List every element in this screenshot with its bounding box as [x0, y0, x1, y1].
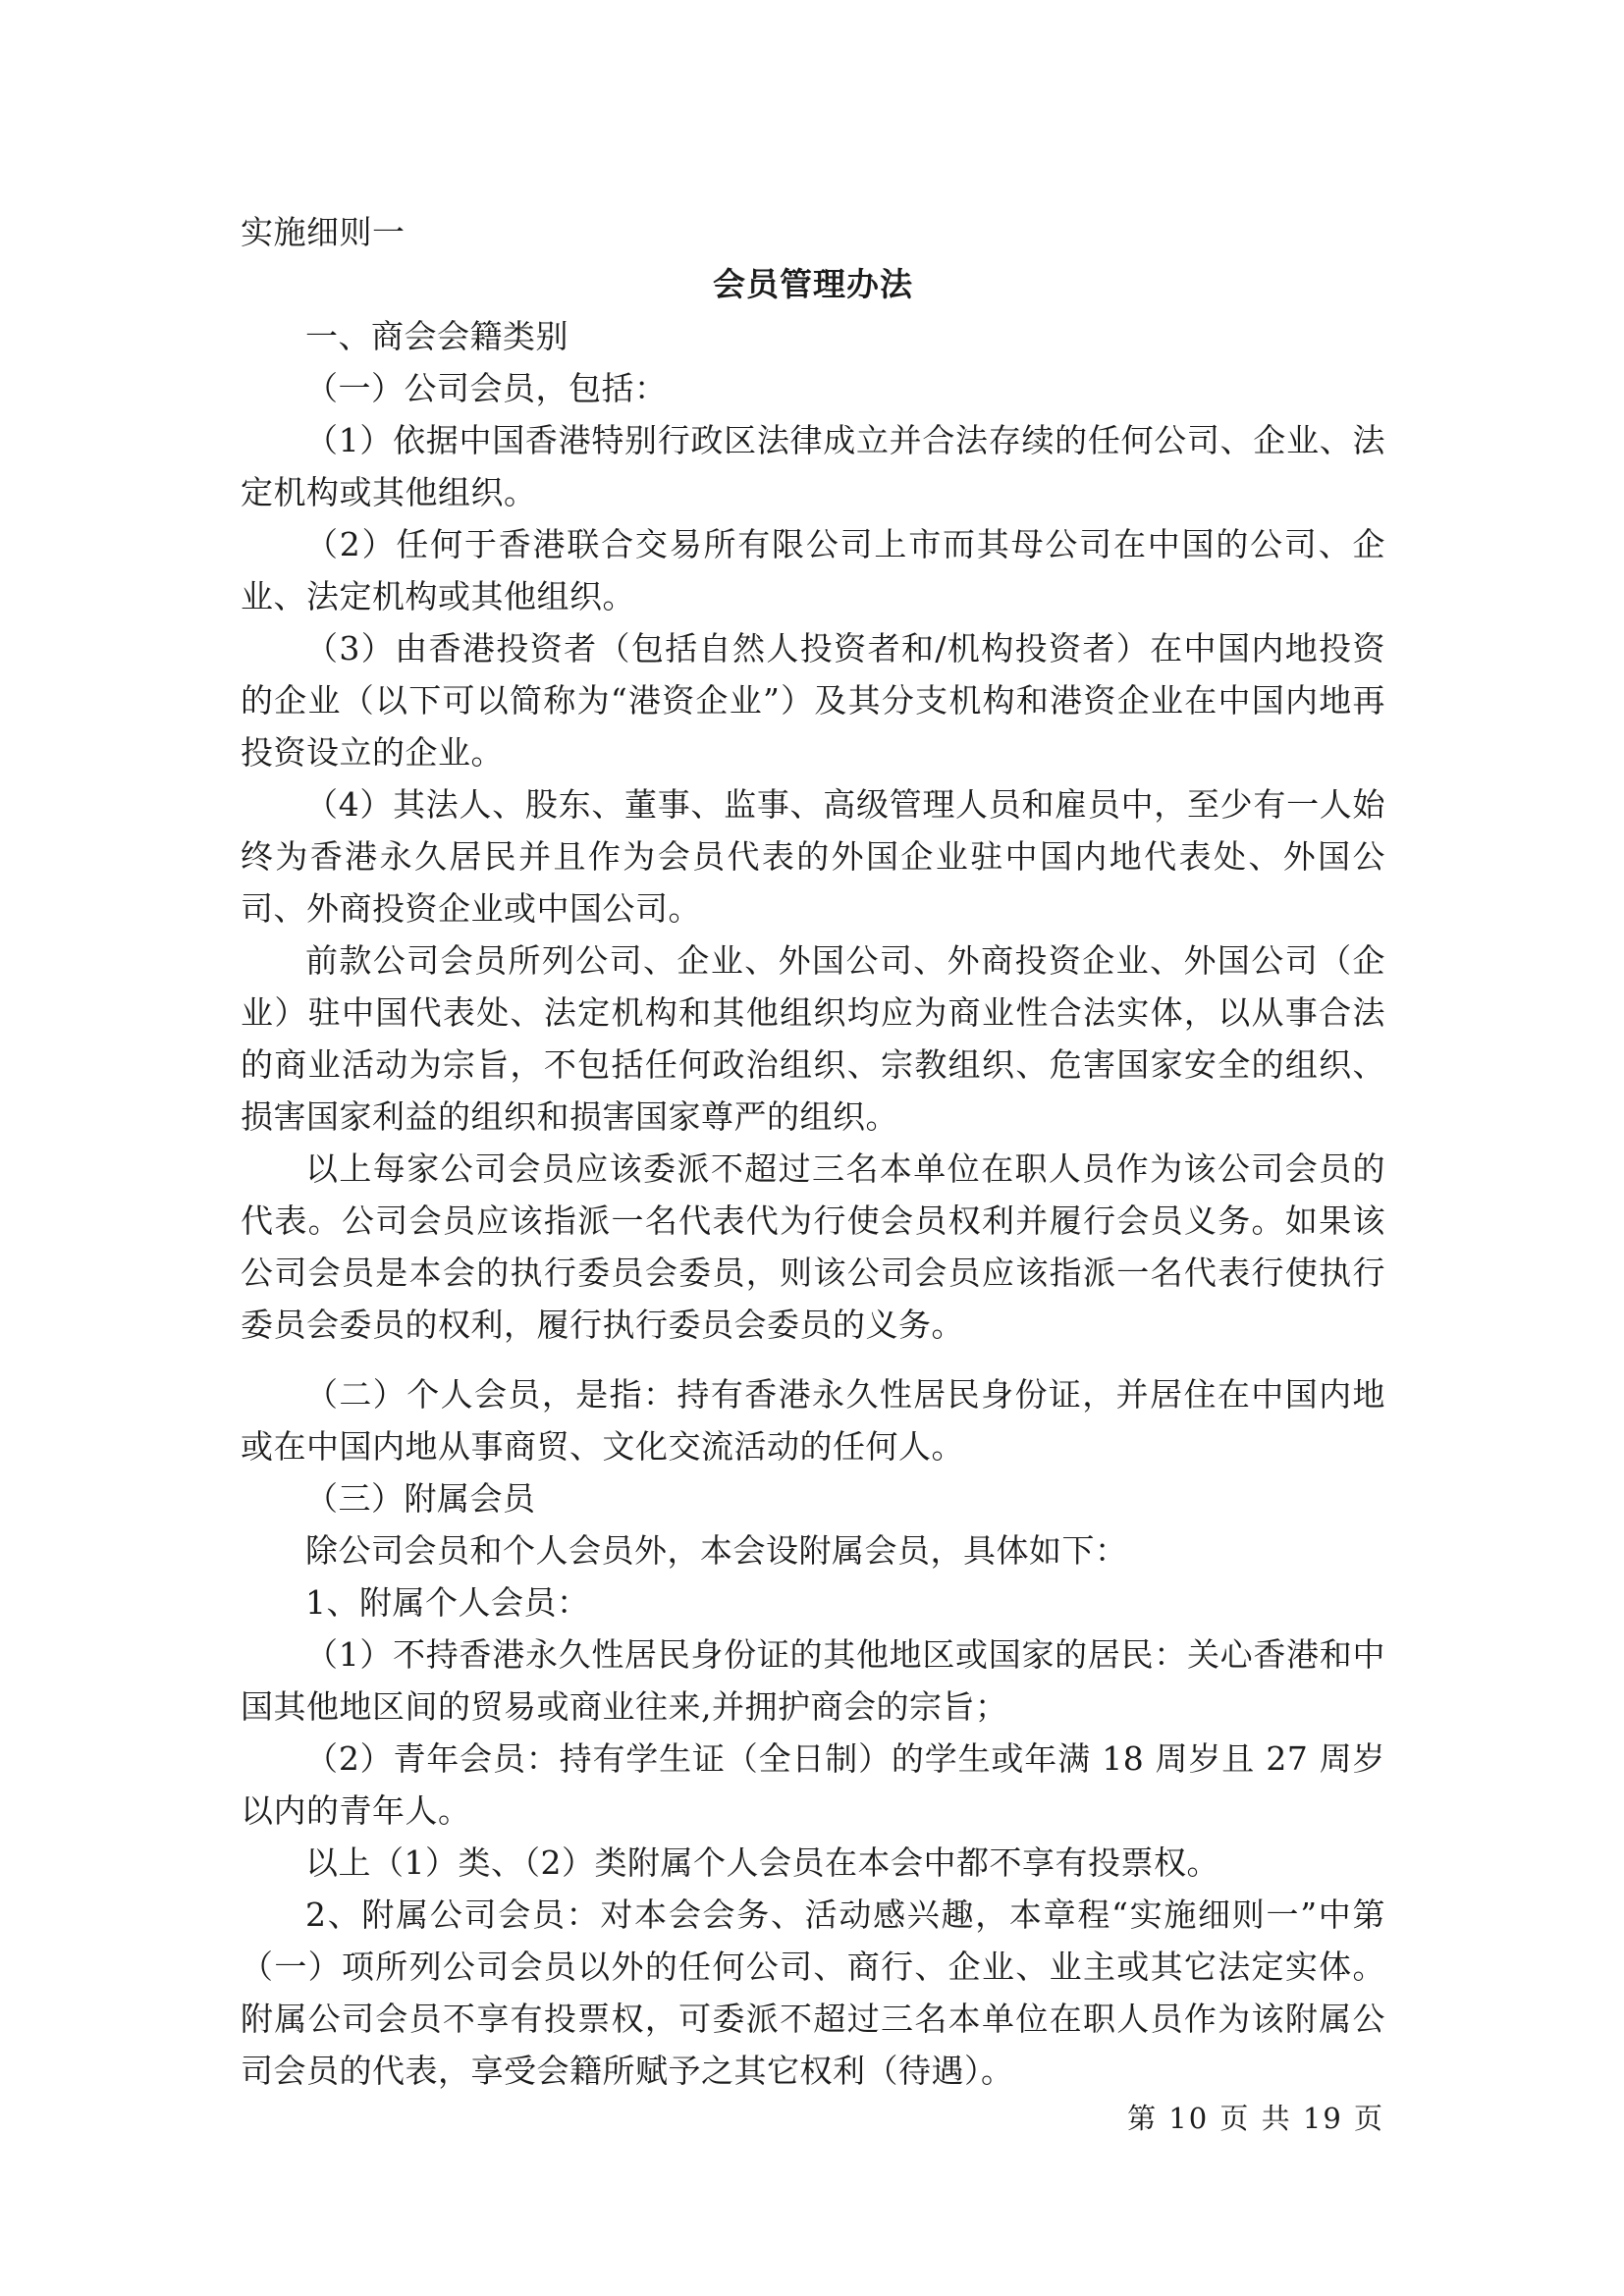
paragraph-affiliate-heading: （三）附属会员: [305, 1479, 536, 1518]
paragraph-item-2: （2）任何于香港联合交易所有限公司上市而其母公司在中国的公司、企业、法定机构或其他组织。: [241, 525, 1385, 615]
page-number-indicator: 第 10 页 共 19 页: [1127, 2102, 1384, 2135]
paragraph-heading-1: 一、商会会籍类别: [305, 317, 568, 355]
paragraph-affiliate-individual-heading: 1、附属个人会员：: [305, 1583, 590, 1622]
paragraph-affiliate-item-2: （2）青年会员：持有学生证（全日制）的学生或年满 18 周岁且 27 周岁以内的青年人。: [241, 1739, 1385, 1830]
paragraph-affiliate-item-1: （1）不持香港永久性居民身份证的其他地区或国家的居民：关心香港和中国其他地区间的贸易或商业往来,并拥护商会的宗旨；: [241, 1635, 1385, 1726]
paragraph-yishang: 以上每家公司会员应该委派不超过三名本单位在职人员作为该公司会员的代表。公司会员应该指派一名代表代为行使会员权利并履行会员义务。如果该公司会员是本会的执行委员会委员，则该公司会员应该指派一名代表行使执行委员会委员的权利，履行执行委员会委员的义务。: [241, 1149, 1385, 1344]
document-title: 会员管理办法: [713, 265, 913, 303]
paragraph-item-3: （3）由香港投资者（包括自然人投资者和/机构投资者）在中国内地投资的企业（以下可以简称为“港资企业”）及其分支机构和港资企业在中国内地再投资设立的企业。: [241, 629, 1385, 772]
paragraph-company-member-heading: （一）公司会员，包括：: [305, 369, 668, 407]
section-label: 实施细则一: [241, 213, 406, 251]
paragraph-item-4: （4）其法人、股东、董事、监事、高级管理人员和雇员中，至少有一人始终为香港永久居民并且作为会员代表的外国企业驻中国内地代表处、外国公司、外商投资企业或中国公司。: [241, 785, 1385, 928]
paragraph-affiliate-company: 2、附属公司会员：对本会会务、活动感兴趣，本章程“实施细则一”中第（一）项所列公司会员以外的任何公司、商行、企业、业主或其它法定实体。附属公司会员不享有投票权，可委派不超过三名本单位在职人员作为该附属公司会员的代表，享受会籍所赋予之其它权利（待遇）。: [241, 1896, 1385, 2090]
paragraph-individual-member: （二）个人会员，是指：持有香港永久性居民身份证，并居住在中国内地或在中国内地从事商贸、文化交流活动的任何人。: [241, 1375, 1385, 1466]
paragraph-no-voting-right: 以上（1）类、（2）类附属个人会员在本会中都不享有投票权。: [305, 1843, 1219, 1882]
paragraph-qiankuan: 前款公司会员所列公司、企业、外国公司、外商投资企业、外国公司（企业）驻中国代表处、法定机构和其他组织均应为商业性合法实体，以从事合法的商业活动为宗旨，不包括任何政治组织、宗教组织、危害国家安全的组织、损害国家利益的组织和损害国家尊严的组织。: [241, 941, 1385, 1136]
paragraph-affiliate-intro: 除公司会员和个人会员外，本会设附属会员，具体如下：: [305, 1531, 1128, 1570]
paragraph-item-1: （1）依据中国香港特别行政区法律成立并合法存续的任何公司、企业、法定机构或其他组织。: [241, 421, 1385, 511]
document-body: [241, 206, 1385, 2097]
